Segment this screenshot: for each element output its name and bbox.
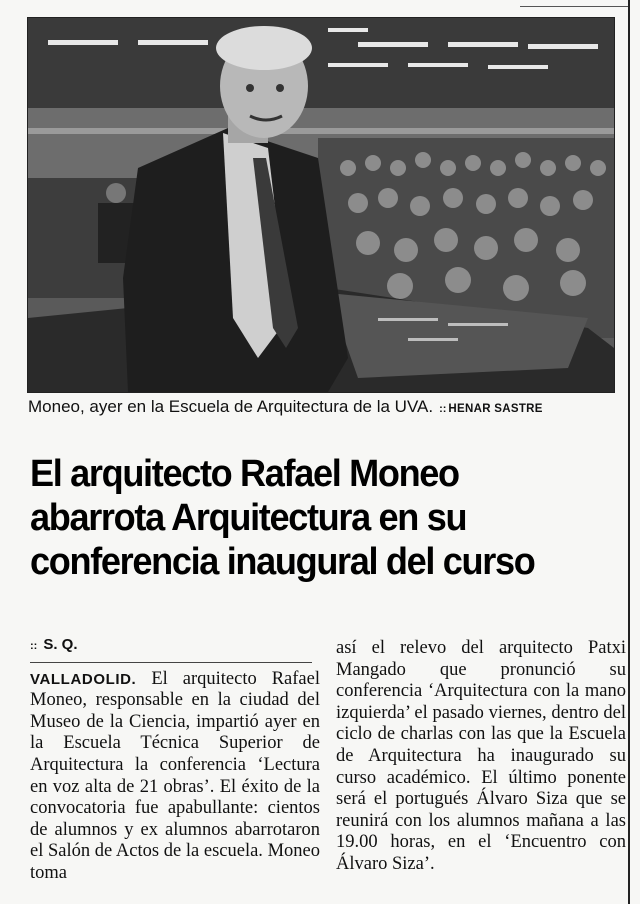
- body-text-right: así el relevo del arquitecto Patxi Mangado que pronunció su conferencia ‘Arquitectura con la mano izquierda’ el pasado viernes, dentro del ciclo de charlas con las que la Escuela de Arquitectura ha inaugurado su curso académico. El último ponente será el portugués Álvaro Siza que se reunirá con los alumnos mañana a las 19.00 horas, en el ‘Encuentro con Álvaro Siza’.: [336, 638, 626, 874]
- byline-marker: ::: [30, 640, 38, 652]
- body-column-right: [336, 638, 626, 876]
- headline-line-2: abarrota Arquitectura en su: [30, 497, 467, 539]
- photo-caption: [28, 394, 614, 420]
- body-column-left: [30, 634, 320, 885]
- credit-marker: ::: [439, 403, 447, 415]
- photo-credit: HENAR SASTRE: [448, 403, 543, 415]
- page-edge-rule: [628, 0, 630, 904]
- article-headline: [30, 452, 591, 584]
- headline-line-1: El arquitecto Rafael Moneo: [30, 453, 459, 495]
- dateline-city: VALLADOLID.: [30, 670, 137, 688]
- byline-author: S. Q.: [43, 636, 78, 653]
- body-text-left: El arquitecto Rafael Moneo, responsable en la ciudad del Museo de la Ciencia, impartió ayer en la Escuela Técnica Superior de Arquitectura la conferencia ‘Lectura en voz alta de 21 obras’. El éxito de la convocatoria fue apabullante: cientos de alumnos y ex alumnos abarrotaron el Salón de Actos de la escuela. Moneo toma: [30, 668, 320, 883]
- caption-text: Moneo, ayer en la Escuela de Arquitectura de la UVA.: [28, 397, 434, 416]
- article-photo: [27, 17, 615, 393]
- headline-line-3: conferencia inaugural del curso: [30, 541, 535, 583]
- top-rule: [520, 6, 630, 7]
- body-paragraph-left: [30, 669, 320, 885]
- byline: [30, 634, 312, 663]
